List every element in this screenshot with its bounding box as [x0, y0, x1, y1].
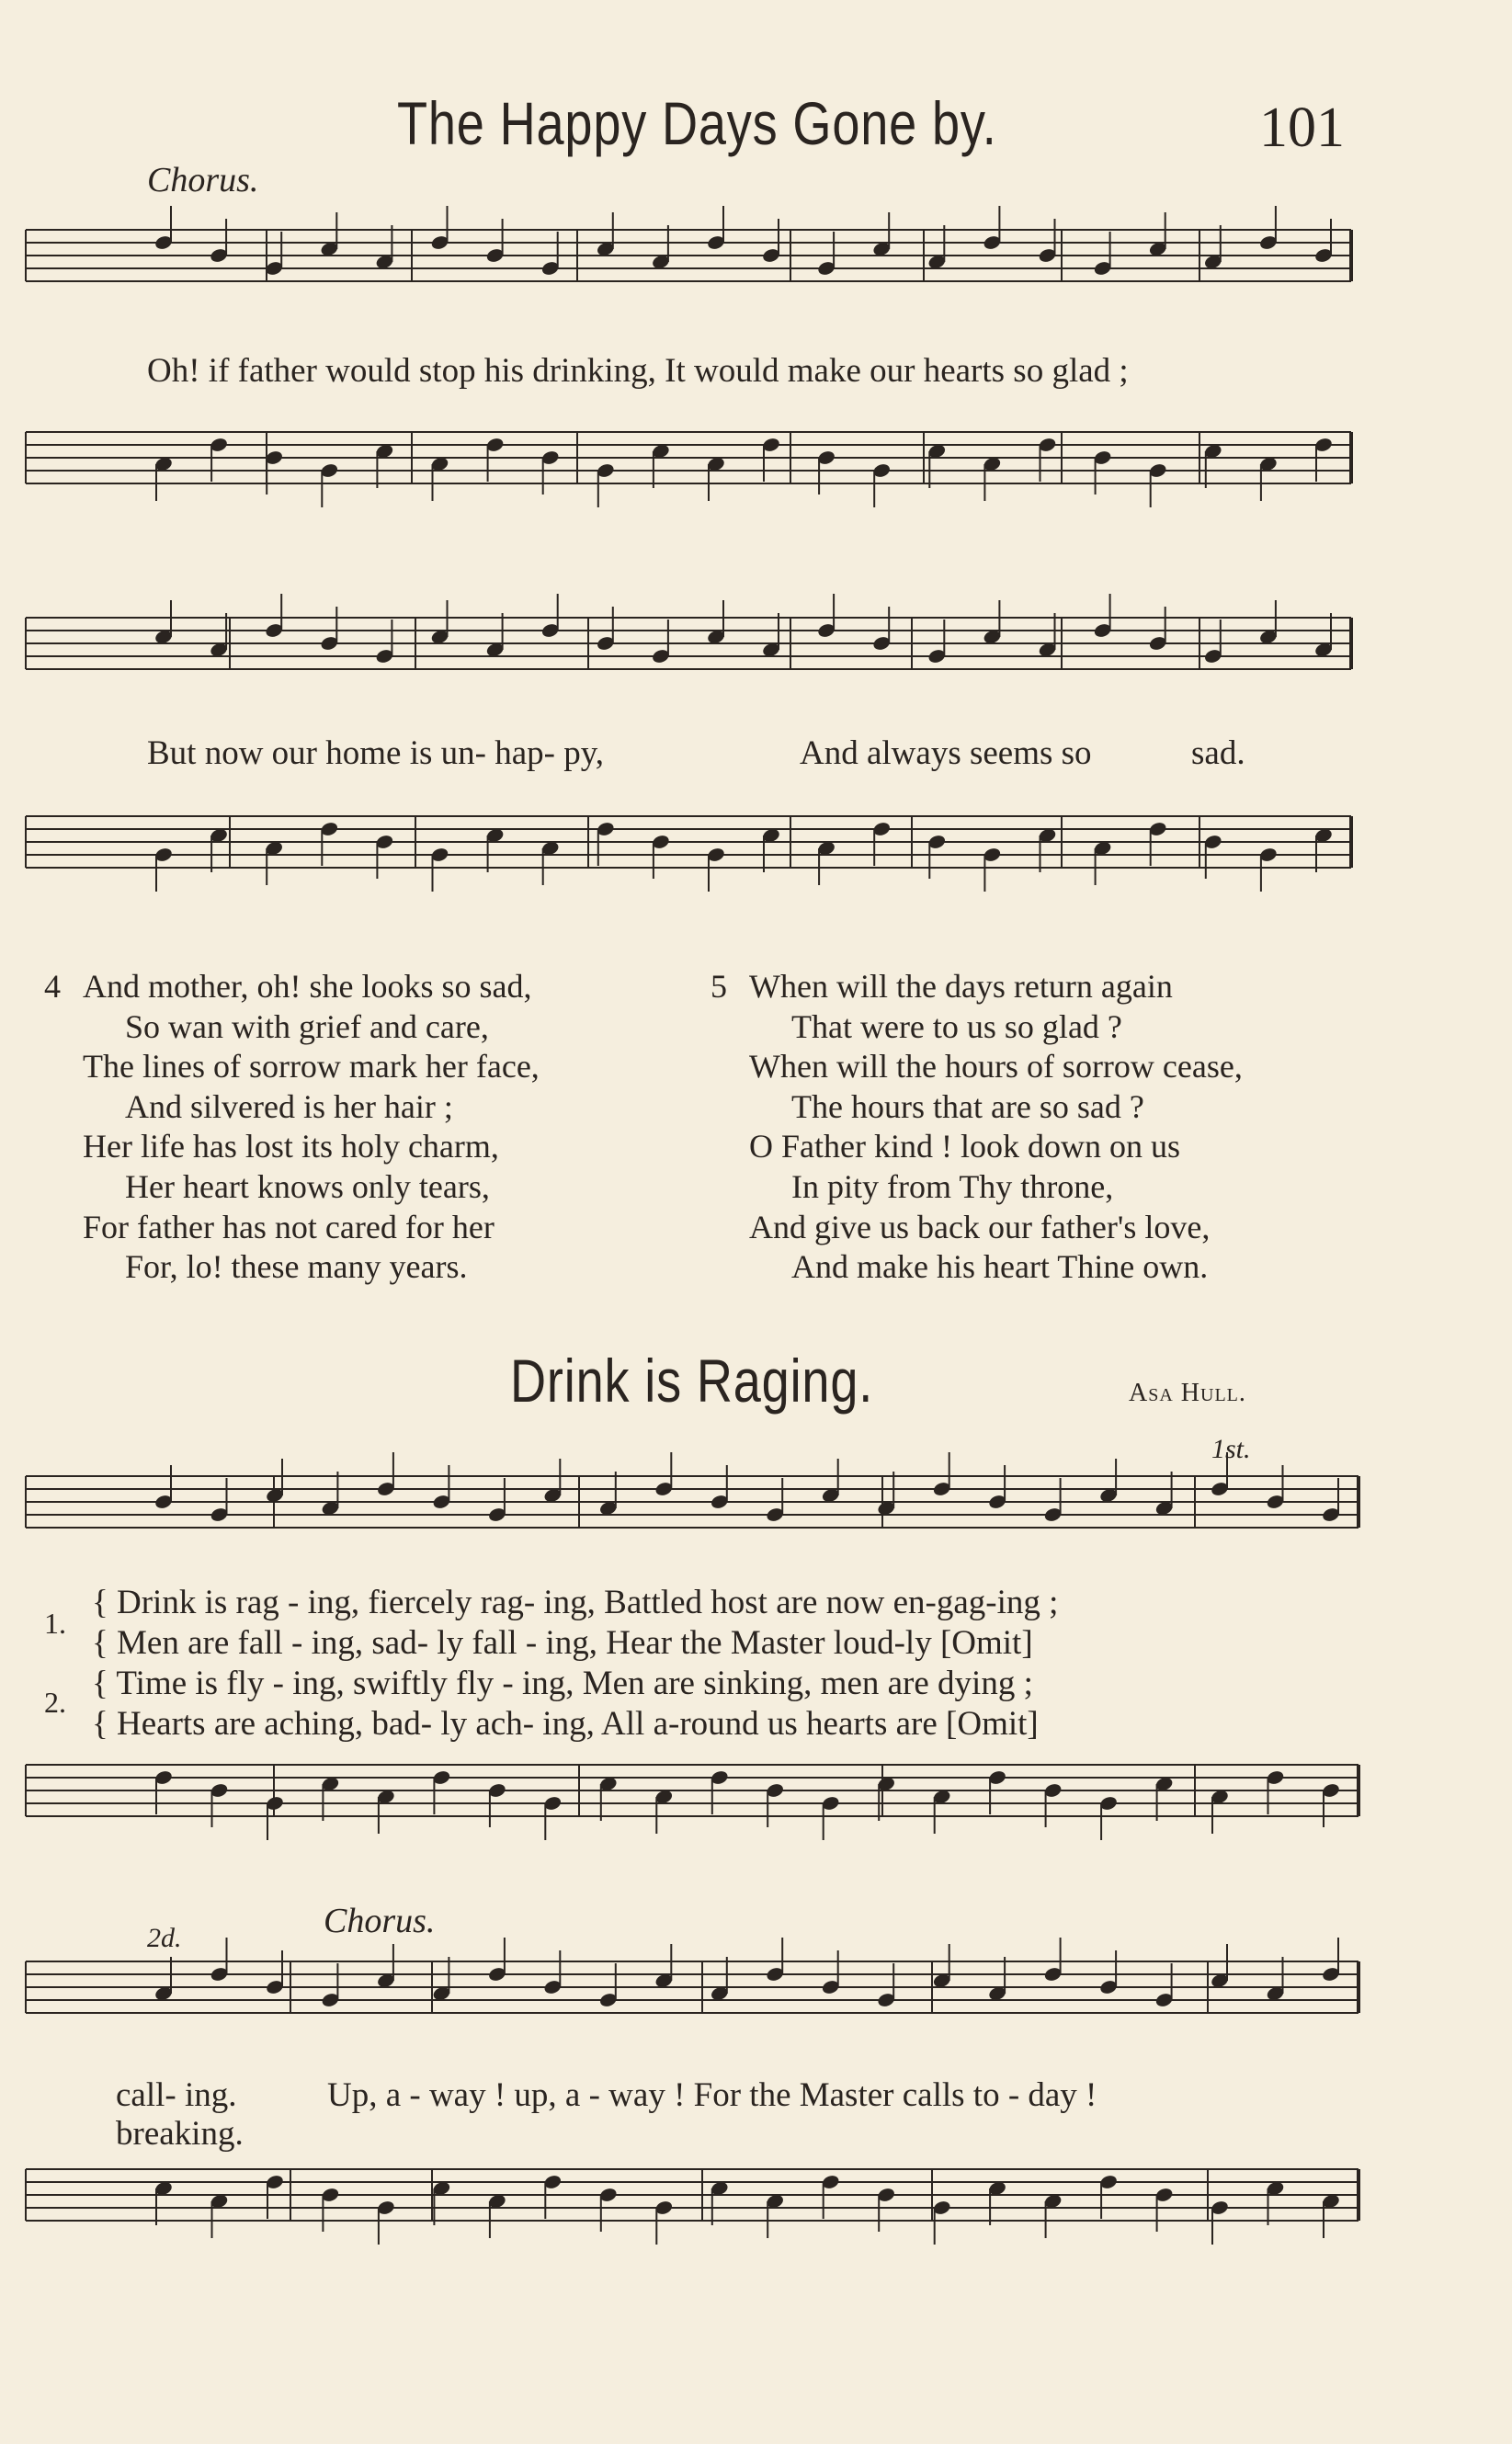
verse-line: Her life has lost its holy charm, [83, 1128, 499, 1165]
verse-line: For, lo! these many years. [125, 1248, 468, 1286]
second-ending-label: 2d. [147, 1923, 182, 1953]
first-ending-label: 1st. [1211, 1434, 1251, 1464]
stanza-1-number: 1. [44, 1607, 66, 1640]
verse-4 [44, 967, 689, 1288]
composer-name: Asa Hull. [1129, 1379, 1246, 1407]
verse-line: For father has not cared for her [83, 1208, 495, 1245]
chorus-lyric-1b: Up, a - way ! up, a - way ! For the Master calls to - day ! [327, 2076, 1097, 2114]
verse-line: The hours that are so sad ? [791, 1087, 1144, 1125]
song2-lyric-4: { Hearts are aching, bad- ly ach- ing, All a-round us hearts are [Omit] [92, 1705, 1039, 1743]
verse-line: Her heart knows only tears, [125, 1167, 490, 1205]
verse-line: And silvered is her hair ; [125, 1087, 453, 1125]
verse-line: O Father kind ! look down on us [749, 1128, 1180, 1165]
song2-chorus-label: Chorus. [324, 1902, 436, 1940]
verse-line: So wan with grief and care, [125, 1007, 489, 1045]
verse-line: And give us back our father's love, [749, 1208, 1211, 1245]
chorus-lyric-2: breaking. [116, 2115, 244, 2153]
verse-line: And mother, oh! she looks so sad, [83, 968, 532, 1005]
chorus-label: Chorus. [147, 161, 259, 199]
verse-number: 5 [711, 968, 727, 1005]
verse-line: When will the days return again [749, 968, 1173, 1005]
song2-lyric-1: { Drink is rag - ing, fiercely rag- ing, Battled host are now en-gag-ing ; [92, 1584, 1059, 1621]
stanza-2-number: 2. [44, 1686, 66, 1719]
verse-line: In pity from Thy throne, [791, 1167, 1114, 1205]
song2-title: Drink is Raging. [510, 1347, 874, 1415]
verse-line: That were to us so glad ? [791, 1007, 1122, 1045]
lyric-line-1: Oh! if father would stop his drinking, It would make our hearts so glad ; [147, 352, 1129, 390]
chorus-lyric-1: call- ing. [116, 2076, 237, 2114]
verse-5 [711, 967, 1374, 1288]
page-number: 101 [1259, 97, 1345, 159]
verse-line: When will the hours of sorrow cease, [749, 1048, 1243, 1086]
verse-line: The lines of sorrow mark her face, [83, 1048, 540, 1086]
lyric-line-2b: And always seems so [800, 734, 1092, 772]
song2-lyric-2: { Men are fall - ing, sad- ly fall - ing, Hear the Master loud-ly [Omit] [92, 1624, 1033, 1662]
verse-number: 4 [44, 968, 61, 1005]
song2-lyric-3: { Time is fly - ing, swiftly fly - ing, Men are sinking, men are dying ; [92, 1665, 1033, 1702]
song-title: The Happy Days Gone by. [397, 89, 997, 157]
lyric-line-2a: But now our home is un- hap- py, [147, 734, 605, 772]
verse-line: And make his heart Thine own. [791, 1248, 1209, 1286]
lyric-line-2c: sad. [1191, 734, 1245, 772]
